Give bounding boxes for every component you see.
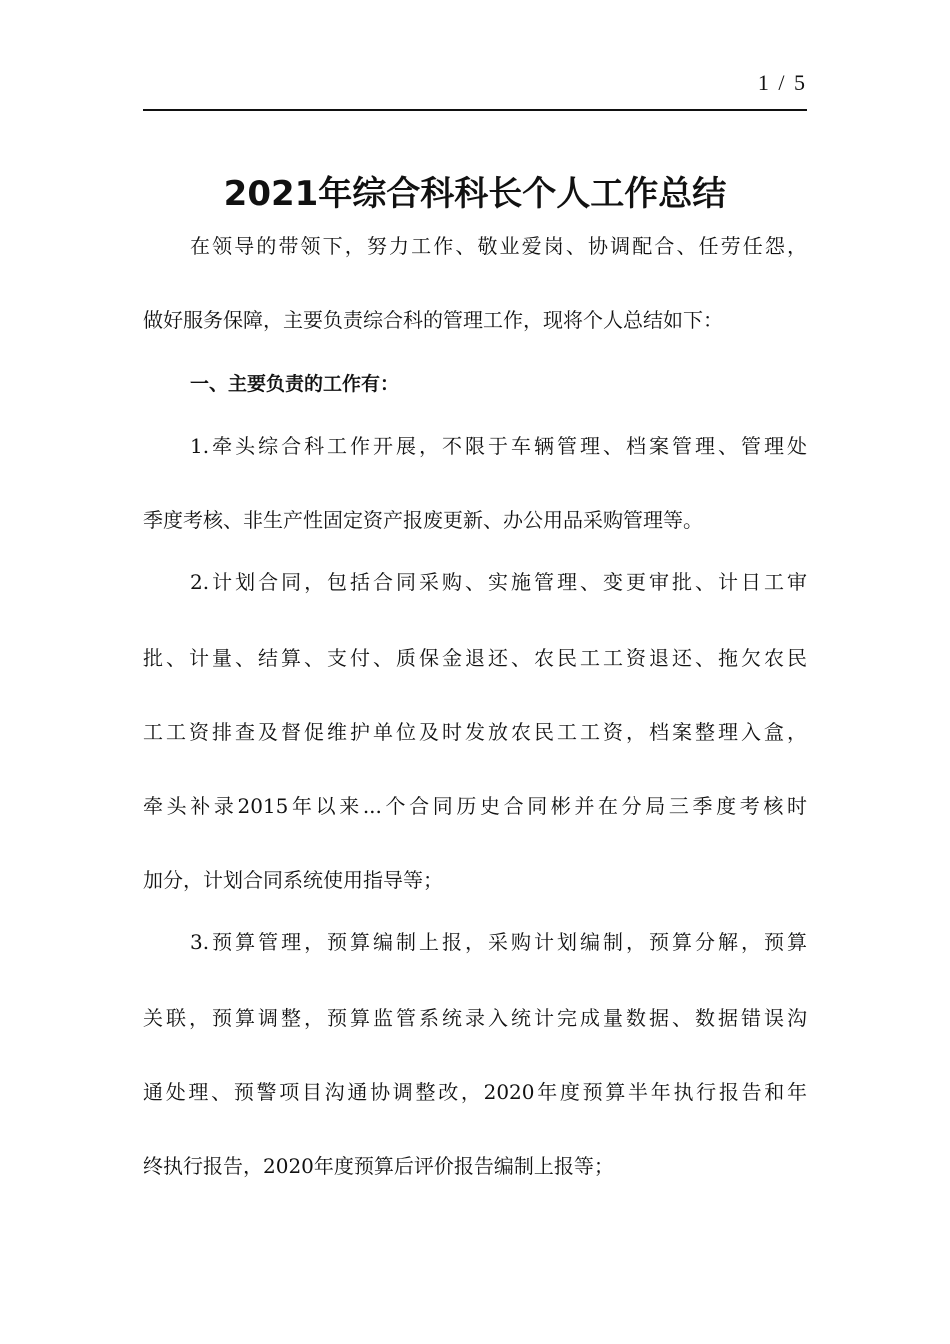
paragraph-line: 3.预算管理，预算编制上报，采购计划编制，预算分解，预算 xyxy=(190,930,807,954)
header-rule xyxy=(143,109,807,111)
section-heading: 一、主要负责的工作有： xyxy=(190,373,400,395)
paragraph-line: 通处理、预警项目沟通协调整改，2020年度预算半年执行报告和年 xyxy=(143,1080,807,1104)
paragraph-line: 批、计量、结算、支付、质保金退还、农民工工资退还、拖欠农民 xyxy=(143,646,807,670)
paragraph-line: 加分，计划合同系统使用指导等； xyxy=(143,868,443,892)
paragraph-line: 在领导的带领下，努力工作、敬业爱岗、协调配合、任劳任怨， xyxy=(190,234,807,258)
paragraph-line: 终执行报告，2020年度预算后评价报告编制上报等； xyxy=(143,1154,614,1178)
paragraph-line: 1.牵头综合科工作开展，不限于车辆管理、档案管理、管理处 xyxy=(190,434,807,458)
paragraph-line: 牵头补录2015年以来...个合同历史合同彬并在分局三季度考核时 xyxy=(143,794,807,818)
paragraph-line: 2.计划合同，包括合同采购、实施管理、变更审批、计日工审 xyxy=(190,570,807,594)
paragraph-line: 关联，预算调整，预算监管系统录入统计完成量数据、数据错误沟 xyxy=(143,1006,807,1030)
paragraph-line: 季度考核、非生产性固定资产报废更新、办公用品采购管理等。 xyxy=(143,508,703,532)
document-title: 2021年综合科科长个人工作总结 xyxy=(223,174,727,214)
page-number: 1 / 5 xyxy=(757,70,807,95)
paragraph-line: 工工资排查及督促维护单位及时发放农民工工资，档案整理入盒， xyxy=(143,720,807,744)
paragraph-line: 做好服务保障，主要负责综合科的管理工作，现将个人总结如下： xyxy=(143,308,723,332)
